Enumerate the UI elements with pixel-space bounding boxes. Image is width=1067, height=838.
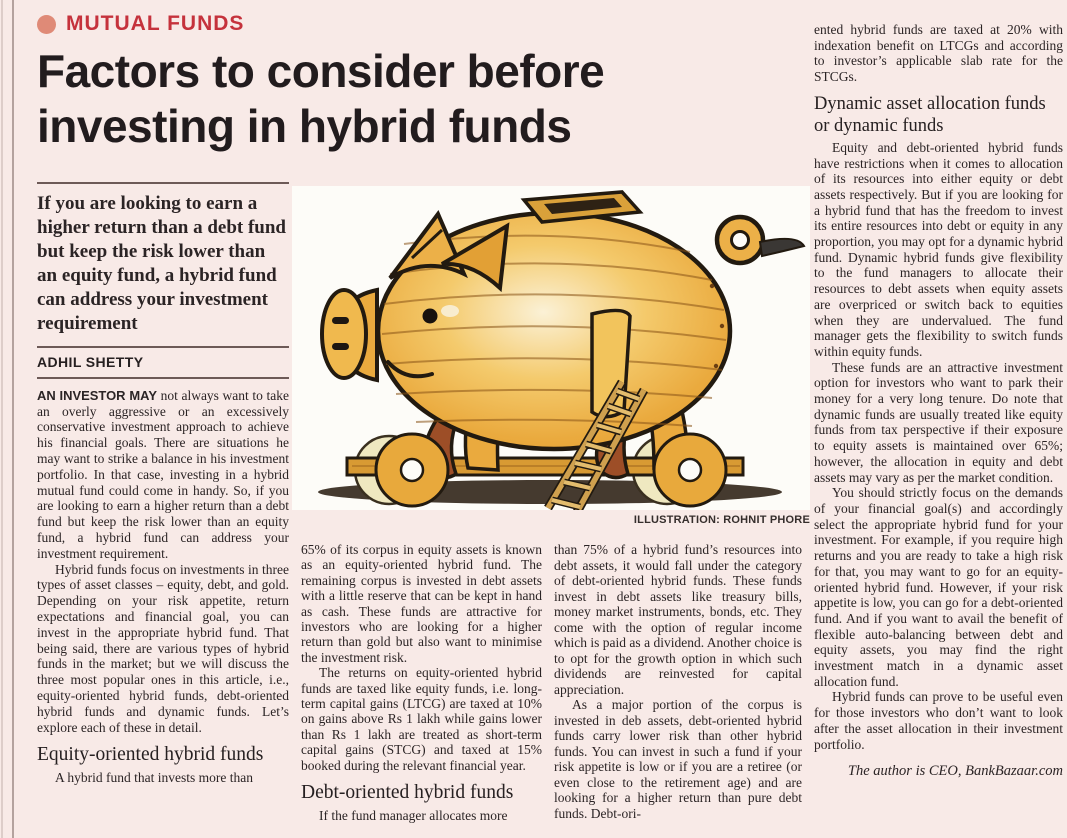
body-paragraph: [37, 388, 289, 562]
column-3: [554, 542, 802, 838]
headline-line-1: Factors to consider before: [37, 45, 605, 97]
subhead-equity-oriented: Equity-oriented hybrid funds: [37, 744, 264, 766]
subhead-debt-oriented: Debt-oriented hybrid funds: [301, 782, 514, 804]
masthead: [37, 12, 777, 153]
body-paragraph: As a major portion of the corpus is invested in deb assets, debt-oriented hybrid funds carry lower risk than other hybrid funds. You can invest in such a fund if your risk appetite is low or if you are a retiree (or even close to the retirement age) and are looking for a higher return than pure debt funds. Debt-ori-: [554, 697, 802, 821]
standfirst: If you are looking to earn a higher return than a debt fund but keep the risk lower than an equity fund, a hybrid fund can address your investment requirement: [37, 193, 286, 334]
body-text: not always want to take an overly aggressive or an excessively conservative investment approach to achieve his financial goals. There are situations he may want to strike a balance in his investment portfolio. In that case, investing in a hybrid mutual fund could come in handy. So, if you are looking to earn a higher return than a debt fund but keep the risk lower than an equity fund, a hybrid fund can address your investment requirement.: [37, 387, 289, 561]
body-paragraph: ented hybrid funds are taxed at 20% with indexation benefit on LTCGs and according to investor’s applicable slab rate for the STCGs.: [814, 22, 1063, 85]
body-paragraph: These funds are an attractive investment option for investors who want to park their money for a very long tenure. Do note that dynamic funds are usually treated like equity funds from tax perspective if their exposure to equity assets is maintained over 65%; however, the allocation in equity and debt assets may vary as per the market condition.: [814, 359, 1063, 485]
nostril: [332, 317, 349, 324]
byline: ADHIL SHETTY: [37, 354, 144, 370]
kicker-label: MUTUAL FUNDS: [66, 12, 245, 35]
headline-line-2: investing in hybrid funds: [37, 99, 572, 152]
illustration-credit: ILLUSTRATION: ROHNIT PHORE: [633, 514, 810, 526]
eye: [423, 309, 438, 324]
body-paragraph: Hybrid funds can prove to be useful even for those investors who don’t want to look after the asset allocation in their investment portfolio.: [814, 689, 1063, 752]
article-headline: [37, 44, 777, 153]
piggy-bank-illustration: [292, 186, 810, 526]
body-paragraph: If the fund manager allocates more: [319, 808, 508, 824]
column-1: [37, 182, 289, 838]
rule-byline-bottom: [37, 377, 289, 379]
column-2: [301, 542, 542, 838]
author-note: The author is CEO, BankBazaar.com: [847, 763, 1063, 780]
piggy-bank-svg: [292, 186, 810, 510]
body-paragraph: A hybrid fund that invests more than: [55, 770, 253, 786]
page-edge-line: [12, 0, 14, 838]
subhead-dynamic-funds: Dynamic asset allocation funds or dynamic funds: [814, 93, 1046, 136]
body-paragraph: 65% of its corpus in equity assets is known as an equity-oriented hybrid fund. The remaining corpus is invested in debt assets with a little reserve that can be kept in hand as cash. These funds are attractive for investors who are looking for a higher return than gold but also want to minimise the investment risk.: [301, 542, 542, 665]
nostril: [332, 343, 349, 350]
body-paragraph: than 75% of a hybrid fund’s resources into debt assets, it would fall under the category of debt-oriented hybrid funds. These funds invest in debt assets like treasury bills, money market instruments, bonds, etc. They come with the option of regular income which is paid as a dividend. Another choice is to opt for the growth option in which such dividends are reinvested for capital appreciation.: [554, 542, 802, 697]
rule-top: [37, 182, 289, 184]
body-paragraph: You should strictly focus on the demands of your financial goal(s) and accordingly select the appropriate hybrid fund for your investment. For example, if you require high returns and you are ready to take a high risk for that, you may want to go for an equity-oriented hybrid fund. However, if your risk appetite is low, you can go for a debt-oriented fund. And if you want to avail the benefit of flexible auto-balancing between debt and equity assets, you may find the right investment match in a dynamic asset allocation fund.: [814, 485, 1063, 689]
snout: [322, 290, 366, 378]
lead-in-caps: AN INVESTOR MAY: [37, 387, 157, 403]
column-4: [814, 22, 1063, 838]
section-kicker: [37, 12, 777, 36]
body-paragraph: Equity and debt-oriented hybrid funds have restrictions when it comes to allocation of its resources into either equity or debt assets respectively. But if you are looking for a hybrid fund that has the freedom to invest its entire resources into debt or equity in any proportion, you may opt for a dynamic hybrid fund. Dynamic hybrid funds give flexibility to the fund managers to allocate their resources to debt assets when equity assets are overpriced or switch back to equities when they are undervalued. The fund manager gets the flexibility to switch funds within equity funds.: [814, 139, 1063, 359]
body-paragraph: The returns on equity-oriented hybrid funds are taxed like equity funds, i.e. long-term capital gains (LTCG) are taxed at 10% on gains above Rs 1 lakh while gains lower than Rs 1 lakh are treated as short-term capital gains (STCG) and taxed at 15% booked during the relevant financial year.: [301, 665, 542, 773]
kicker-dot-icon: [37, 15, 56, 34]
page-edge-line-outer: [1, 0, 3, 838]
body-paragraph: Hybrid funds focus on investments in three types of asset classes – equity, debt, and gold. Depending on your risk appetite, return expectations and financial goal, you can invest in the appropriate hybrid fund. That being said, there are various types of hybrid funds in the market; but we will discuss the three most popular ones in this article, i.e., equity-oriented hybrid funds, debt-oriented hybrid funds and dynamic funds. Let’s explore each of these in detail.: [37, 561, 289, 735]
